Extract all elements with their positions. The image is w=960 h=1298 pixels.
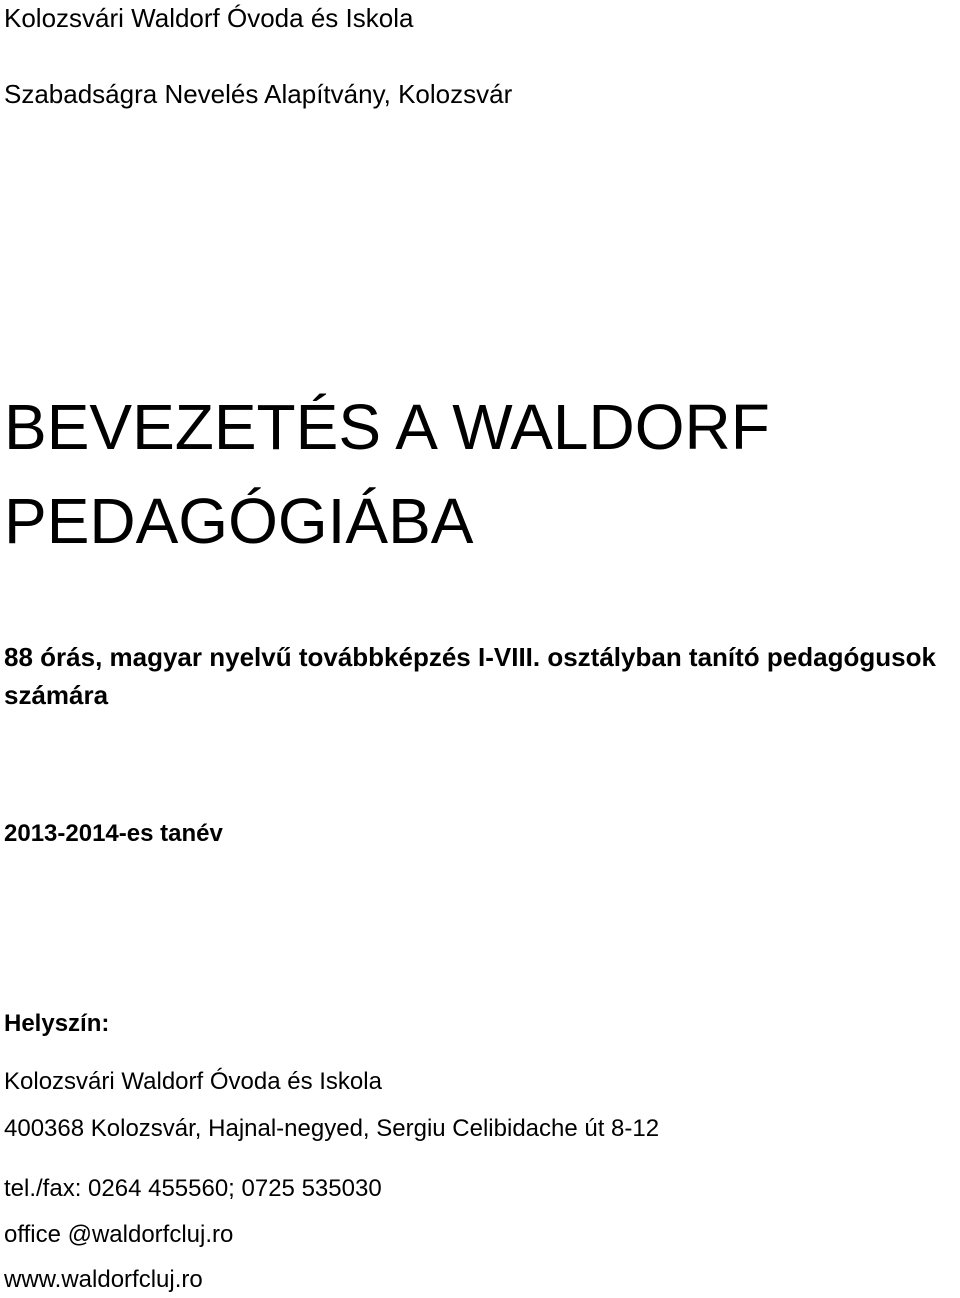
location-label: Helyszín:: [4, 1010, 110, 1037]
contact-website: www.waldorfcluj.ro: [4, 1266, 203, 1293]
school-year: 2013-2014-es tanév: [4, 820, 223, 847]
location-address: 400368 Kolozsvár, Hajnal-negyed, Sergiu Celibidache út 8-12: [4, 1115, 660, 1142]
location-name: Kolozsvári Waldorf Óvoda és Iskola: [4, 1068, 382, 1095]
foundation-name: Szabadságra Nevelés Alapítvány, Kolozsvár: [4, 79, 513, 109]
contact-email: office @waldorfcluj.ro: [4, 1221, 234, 1248]
organization-name: Kolozsvári Waldorf Óvoda és Iskola: [4, 3, 414, 33]
page-title: BEVEZETÉS A WALDORF PEDAGÓGIÁBA: [4, 391, 770, 557]
contact-phone: tel./fax: 0264 455560; 0725 535030: [4, 1175, 382, 1202]
course-description: 88 órás, magyar nyelvű továbbképzés I-VIII. osztályban tanító pedagógusok számára: [4, 642, 936, 710]
